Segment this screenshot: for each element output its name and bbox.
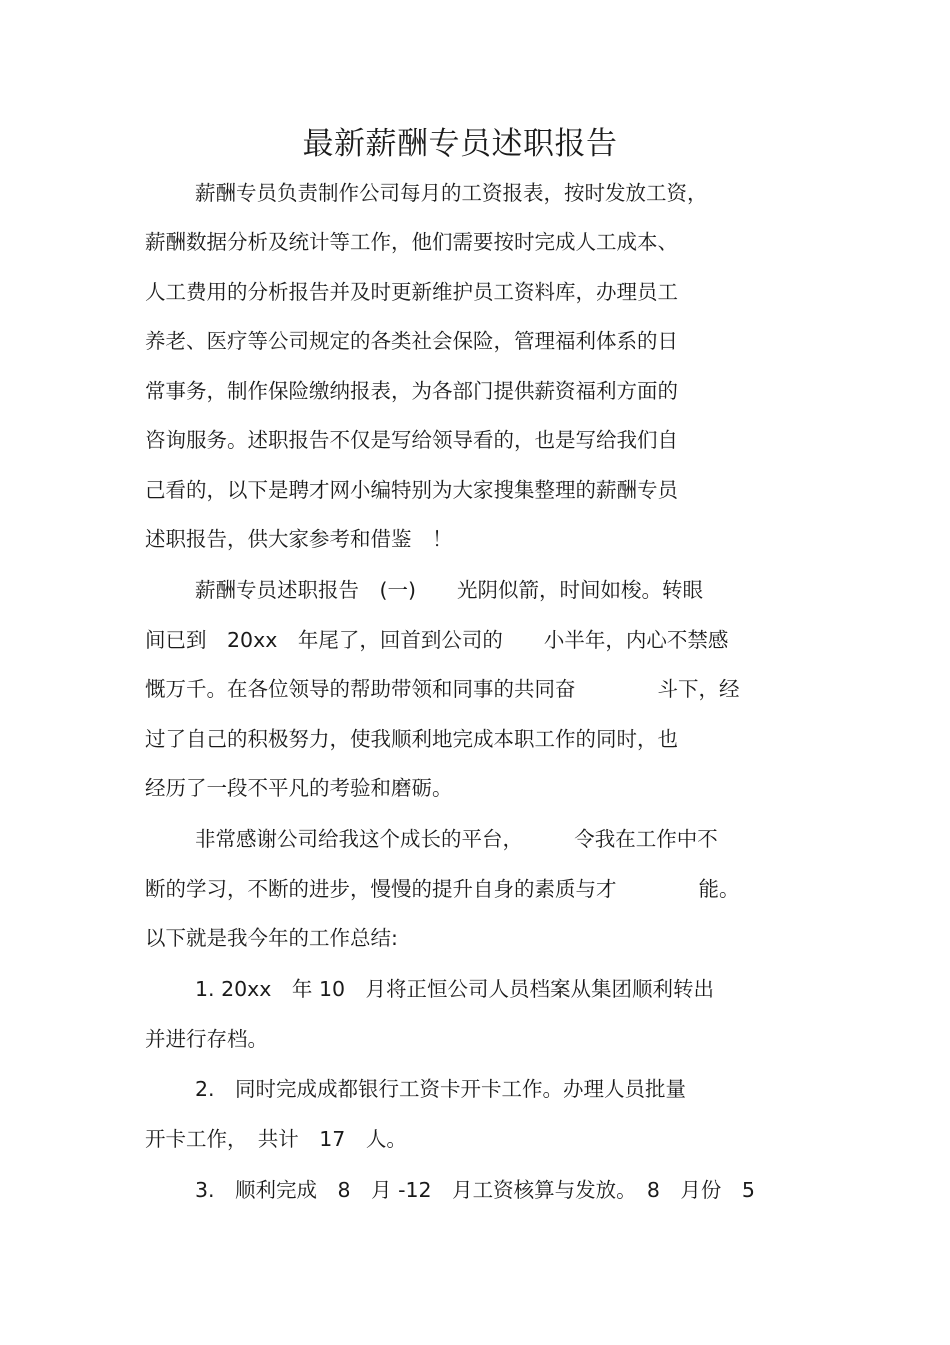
paragraph-line: 经历了一段不平凡的考验和磨砺。 xyxy=(145,776,453,800)
paragraph-line: 己看的，以下是聘才网小编特别为大家搜集整理的薪酬专员 xyxy=(145,478,678,502)
list-item-line: 1. 20xx 年 10 月将正恒公司人员档案从集团顺利转出 xyxy=(195,977,715,1001)
paragraph-line: 薪酬数据分析及统计等工作，他们需要按时完成人工成本、 xyxy=(145,230,678,254)
paragraph-line: 咨询服务。述职报告不仅是写给领导看的，也是写给我们自 xyxy=(145,428,678,452)
paragraph-line: 薪酬专员述职报告 (一) 光阴似箭，时间如梭。转眼 xyxy=(195,578,703,602)
paragraph-line: 述职报告，供大家参考和借鉴 ！ xyxy=(145,527,453,551)
paragraph-line: 过了自己的积极努力，使我顺利地完成本职工作的同时，也 xyxy=(145,727,678,751)
list-item-line: 2. 同时完成成都银行工资卡开卡工作。办理人员批量 xyxy=(195,1077,687,1101)
paragraph-line: 以下就是我今年的工作总结: xyxy=(145,926,398,950)
paragraph-line: 间已到 20xx 年尾了，回首到公司的 小半年，内心不禁感 xyxy=(145,628,729,652)
list-item-line: 3. 顺利完成 8 月 -12 月工资核算与发放。 8 月份 5 xyxy=(195,1178,755,1202)
list-item-line: 开卡工作， 共计 17 人。 xyxy=(145,1127,407,1151)
paragraph-line: 常事务，制作保险缴纳报表，为各部门提供薪资福利方面的 xyxy=(145,379,678,403)
list-item-line: 并进行存档。 xyxy=(145,1027,268,1051)
document-title: 最新薪酬专员述职报告 xyxy=(302,126,618,162)
paragraph-line: 慨万千。在各位领导的帮助带领和同事的共同奋 斗下，经 xyxy=(145,677,740,701)
paragraph-line: 非常感谢公司给我这个成长的平台， 令我在工作中不 xyxy=(195,827,718,851)
paragraph-line: 薪酬专员负责制作公司每月的工资报表，按时发放工资， xyxy=(195,181,708,205)
paragraph-line: 养老、医疗等公司规定的各类社会保险，管理福利体系的日 xyxy=(145,329,678,353)
paragraph-line: 断的学习，不断的进步，慢慢的提升自身的素质与才 能。 xyxy=(145,877,740,901)
paragraph-line: 人工费用的分析报告并及时更新维护员工资料库，办理员工 xyxy=(145,280,678,304)
